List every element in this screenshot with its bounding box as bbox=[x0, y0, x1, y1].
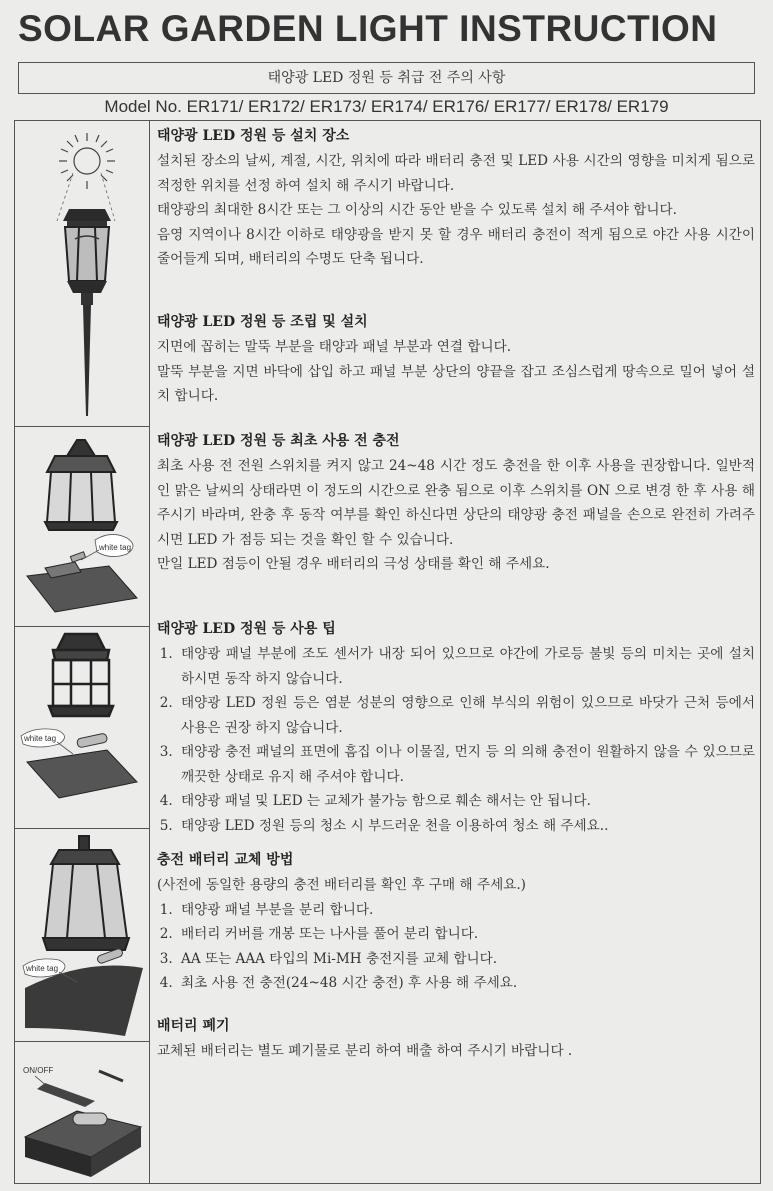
section-battery-replace bbox=[157, 849, 755, 996]
white-tag-label: white tag bbox=[24, 734, 57, 743]
paragraph: 교체된 배터리는 별도 폐기물로 분리 하여 배출 하여 주시기 바랍니다 . bbox=[157, 1043, 573, 1059]
paragraph: 만일 LED 점등이 안될 경우 배터리의 극성 상태를 확인 해 주세요. bbox=[157, 556, 550, 572]
garden-light-icon bbox=[63, 209, 111, 416]
list-item: 1. 태양광 패널 부분을 분리 합니다. bbox=[177, 898, 755, 923]
paragraph: 최초 사용 전 전원 스위치를 켜지 않고 24~48 시간 정도 충전을 한 이후 사용을 권장합니다. 일반적인 맑은 날씨의 상태라면 이 정도의 시간으로 완충 됨으로 이후 스위치를 ON 으로 변경 한 후 사용 해 주시기 바라며, 완충 후 동작 여부를 확인 하신다면 상단의 태양광 충전 패널을 손으로 완전히 가려주시면 LED 가 점등 되는 것을 확인 할 수 있습니다. bbox=[157, 458, 755, 548]
lantern-icon bbox=[45, 440, 117, 530]
illustration-cell-battery bbox=[15, 828, 149, 1042]
paragraph: 지면에 꼽히는 말뚝 부분을 태양과 패널 부분과 연결 합니다. bbox=[157, 339, 512, 355]
instruction-table bbox=[14, 120, 761, 1184]
battery-box-icon bbox=[25, 1083, 141, 1177]
model-numbers: Model No. ER171/ ER172/ ER173/ ER174/ ER176/ ER177/ ER178/ ER179 bbox=[104, 97, 669, 116]
sun-icon bbox=[59, 133, 115, 189]
section-heading: 태양광 LED 정원 등 설치 장소 bbox=[157, 128, 350, 144]
section-heading: 태양광 LED 정원 등 조립 및 설치 bbox=[157, 314, 368, 330]
list-item: 2. 태양광 LED 정원 등은 염분 성분의 영향으로 인해 부식의 위험이 있으므로 바닷가 근처 등에서 사용은 권장 하지 않습니다. bbox=[177, 691, 755, 740]
section-disposal bbox=[157, 1015, 755, 1064]
list-item: 3. 태양광 충전 패널의 표면에 흠집 이나 이물질, 먼지 등 의 의해 충전이 원활하지 않을 수 있으므로 깨끗한 상태로 유지 해 주셔야 합니다. bbox=[177, 740, 755, 789]
warning-banner: 태양광 LED 정원 등 취급 전 주의 사항 bbox=[18, 62, 755, 94]
list-item: 5. 태양광 LED 정원 등의 청소 시 부드러운 천을 이용하여 청소 해 주세요.. bbox=[177, 814, 755, 839]
switch-base-illustration bbox=[15, 1041, 149, 1183]
list-item: 4. 태양광 패널 및 LED 는 교체가 불가능 함으로 훼손 해서는 안 됩니다. bbox=[177, 789, 755, 814]
illustration-cell-sun-stake bbox=[15, 121, 149, 427]
cage-lantern-illustration bbox=[15, 626, 149, 828]
battery-replace-illustration bbox=[15, 828, 149, 1041]
paragraph: 설치된 장소의 날씨, 계절, 시간, 위치에 따라 배터리 충전 및 LED 사용 시간의 영향을 미치게 됨으로 적정한 위치를 선정 하여 설치 해 주시기 바랍니다. bbox=[157, 153, 755, 194]
section-heading: 충전 배터리 교체 방법 bbox=[157, 852, 294, 868]
open-lantern-icon bbox=[43, 836, 129, 950]
section-first-charge bbox=[157, 430, 755, 577]
white-tag-callout bbox=[21, 729, 73, 754]
white-tag-label: white tag bbox=[26, 964, 59, 973]
battery-steps-list bbox=[157, 898, 755, 996]
solar-panel-icon bbox=[27, 552, 137, 612]
paragraph: 음영 지역이나 8시간 이하로 태양광을 받지 못 할 경우 배터리 충전이 적게 됨으로 야간 사용 시간이 줄어들게 되며, 배터리의 수명도 단축 됩니다. bbox=[157, 226, 755, 267]
section-install-location bbox=[157, 125, 755, 272]
section-heading: 배터리 폐기 bbox=[157, 1018, 230, 1034]
white-tag-callout bbox=[81, 534, 133, 560]
section-tips bbox=[157, 618, 755, 838]
section-heading: 태양광 LED 정원 등 최초 사용 전 충전 bbox=[157, 433, 400, 449]
tips-list bbox=[157, 642, 755, 838]
page-title: SOLAR GARDEN LIGHT INSTRUCTION bbox=[18, 8, 718, 49]
paragraph: 태양광의 최대한 8시간 또는 그 이상의 시간 동안 받을 수 있도록 설치 해 주셔야 합니다. bbox=[157, 202, 677, 218]
list-item: 1. 태양광 패널 부분에 조도 센서가 내장 되어 있으므로 야간에 가로등 불빛 등의 미치는 곳에 설치 하시면 동작 하지 않습니다. bbox=[177, 642, 755, 691]
paragraph: 말뚝 부분을 지면 바닥에 삽입 하고 패널 부분 상단의 양끝을 잡고 조심스럽게 땅속으로 밀어 넣어 설치 합니다. bbox=[157, 363, 755, 404]
list-item: 3. AA 또는 AAA 타입의 Mi-MH 충전지를 교체 합니다. bbox=[177, 947, 755, 972]
illustration-cell-switch bbox=[15, 1041, 149, 1183]
illustration-cell-tips bbox=[15, 626, 149, 829]
sun-stake-light-illustration bbox=[15, 121, 149, 426]
on-off-label: ON/OFF bbox=[23, 1066, 54, 1075]
illustration-cell-first-charge bbox=[15, 426, 149, 627]
lantern-panel-illustration bbox=[15, 426, 149, 626]
screw-icon bbox=[99, 1071, 123, 1081]
white-tag-label: white tag bbox=[99, 543, 132, 552]
note: (사전에 동일한 용량의 충전 배터리를 확인 후 구매 해 주세요.) bbox=[157, 877, 526, 893]
cage-lantern-icon bbox=[49, 634, 113, 716]
section-heading: 태양광 LED 정원 등 사용 팁 bbox=[157, 621, 336, 637]
illustration-column bbox=[15, 121, 150, 1183]
section-assembly bbox=[157, 311, 755, 409]
list-item: 4. 최초 사용 전 충전(24~48 시간 충전) 후 사용 해 주세요. bbox=[177, 971, 755, 996]
list-item: 2. 배터리 커버를 개봉 또는 나사를 풀어 분리 합니다. bbox=[177, 922, 755, 947]
